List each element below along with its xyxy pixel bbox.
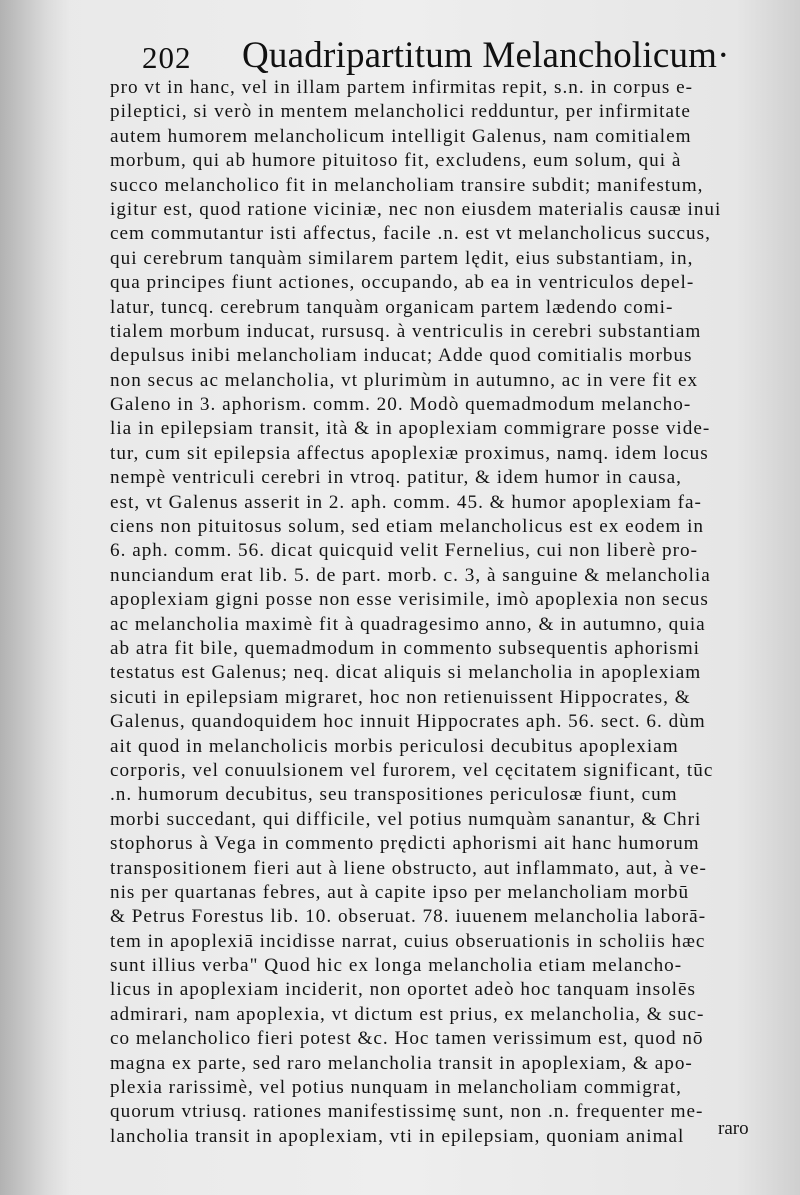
text-line: latur, tuncq. cerebrum tanquàm organicam partem lædendo comi-: [110, 296, 674, 318]
text-line: testatus est Galenus; neq. dicat aliquis si melancholia in apoplexiam: [110, 662, 702, 684]
text-line: pro vt in hanc, vel in illam partem infirmitas repit, s.n. in corpus e-: [110, 77, 694, 98]
text-line: Galeno in 3. aphorism. comm. 20. Modò quemadmodum melancho-: [110, 394, 692, 416]
text-line: nempè ventriculi cerebri in vtroq. patitur, & idem humor in causa,: [110, 467, 682, 489]
text-line: quorum vtriusq. rationes manifestissimę sunt, non .n. frequenter me-: [110, 1101, 704, 1123]
text-line: lancholia transit in apoplexiam, vti in epilepsiam, quoniam animal: [110, 1125, 685, 1147]
running-title: Quadripartitum Melancholicum·: [242, 35, 730, 76]
text-line: morbum, qui ab humore pituitoso fit, excludens, eum solum, qui à: [110, 150, 682, 172]
text-line: depulsus inibi melancholiam inducat; Adde quod comitialis morbus: [110, 345, 693, 367]
text-line: & Petrus Forestus lib. 10. obseruat. 78. iuuenem melancholia laborā-: [110, 906, 707, 928]
text-line: pileptici, si verò in mentem melancholici redduntur, per infirmitate: [110, 101, 691, 123]
text-line: ab atra fit bile, quemadmodum in commento subsequentis aphorismi: [110, 637, 700, 659]
text-line: transpositionem fieri aut à liene obstructo, aut inflammato, aut, à ve-: [110, 857, 707, 879]
text-line: nunciandum erat lib. 5. de part. morb. c. 3, à sanguine & melancholia: [110, 564, 711, 586]
text-line: ait quod in melancholicis morbis periculosi decubitus apoplexiam: [110, 735, 679, 757]
text-line: sunt illius verba" Quod hic ex longa melancholia etiam melancho-: [110, 955, 683, 977]
text-line: est, vt Galenus asserit in 2. aph. comm. 45. & humor apoplexiam fa-: [110, 491, 702, 513]
text-line: cem commutantur isti affectus, facile .n. est vt melancholicus succus,: [110, 223, 711, 245]
text-line: sicuti in epilepsiam migraret, hoc non retienuissent Hippocrates, &: [110, 686, 691, 708]
text-line: ac melancholia maximè fit à quadragesimo anno, & in autumno, quia: [110, 613, 706, 635]
text-line: magna ex parte, sed raro melancholia transit in apoplexiam, & apo-: [110, 1052, 693, 1074]
text-line: succo melancholico fit in melancholiam transire subdit; manifestum,: [110, 174, 704, 196]
text-line: .n. humorum decubitus, seu transpositiones periculosæ fiunt, cum: [110, 784, 678, 806]
gutter-shadow: [0, 0, 70, 1195]
text-line: morbi succedant, qui difficile, vel potius numquàm sanantur, & Chri: [110, 808, 702, 830]
text-line: non secus ac melancholia, vt plurimùm in autumno, ac in vere fit ex: [110, 369, 699, 391]
text-line: nis per quartanas febres, aut à capite ipso per melancholiam morbū: [110, 881, 690, 903]
text-line: apoplexiam gigni posse non esse verisimile, imò apoplexia non secus: [110, 589, 709, 611]
text-line: stophorus à Vega in commento prędicti aphorismi ait hanc humorum: [110, 833, 700, 855]
body-text: [110, 76, 782, 1149]
text-line: corporis, vel conuulsionem vel furorem, vel cęcitatem significant, tūc: [110, 759, 714, 781]
text-line: co melancholico fieri potest &c. Hoc tamen verissimum est, quod nō: [110, 1028, 704, 1050]
text-line: qui cerebrum tanquàm similarem partem lędit, eius substantiam, in,: [110, 247, 694, 269]
text-line: ciens non pituitosus solum, sed etiam melancholicus est ex eodem in: [110, 516, 705, 538]
text-line: igitur est, quod ratione viciniæ, nec non eiusdem materialis causæ inui: [110, 198, 722, 220]
text-line: licus in apoplexiam inciderit, non oportet adeò hoc tanquam insolēs: [110, 979, 696, 1001]
running-header: [142, 30, 742, 80]
text-line: qua principes fiunt actiones, occupando, ab ea in ventriculos depel-: [110, 272, 695, 294]
text-line: tur, cum sit epilepsia affectus apoplexiæ proximus, namq. idem locus: [110, 442, 709, 464]
text-line: tem in apoplexiā incidisse narrat, cuius obseruationis in scholiis hæc: [110, 930, 706, 952]
text-line: 6. aph. comm. 56. dicat quicquid velit Fernelius, cui non liberè pro-: [110, 540, 699, 562]
text-line: autem humorem melancholicum intelligit Galenus, nam comitialem: [110, 125, 692, 147]
text-line: plexia rarissimè, vel potius nunquam in melancholiam commigrat,: [110, 1077, 682, 1099]
text-line: admirari, nam apoplexia, vt dictum est prius, ex melancholia, & suc-: [110, 1003, 705, 1025]
page-number: 202: [142, 40, 192, 75]
text-line: Galenus, quandoquidem hoc innuit Hippocrates aph. 56. sect. 6. dùm: [110, 711, 706, 733]
catchword: raro: [718, 1118, 749, 1139]
text-line: lia in epilepsiam transit, ità & in apoplexiam commigrare posse vide-: [110, 418, 711, 440]
text-line: tialem morbum inducat, rursusq. à ventriculis in cerebri substantiam: [110, 320, 702, 342]
